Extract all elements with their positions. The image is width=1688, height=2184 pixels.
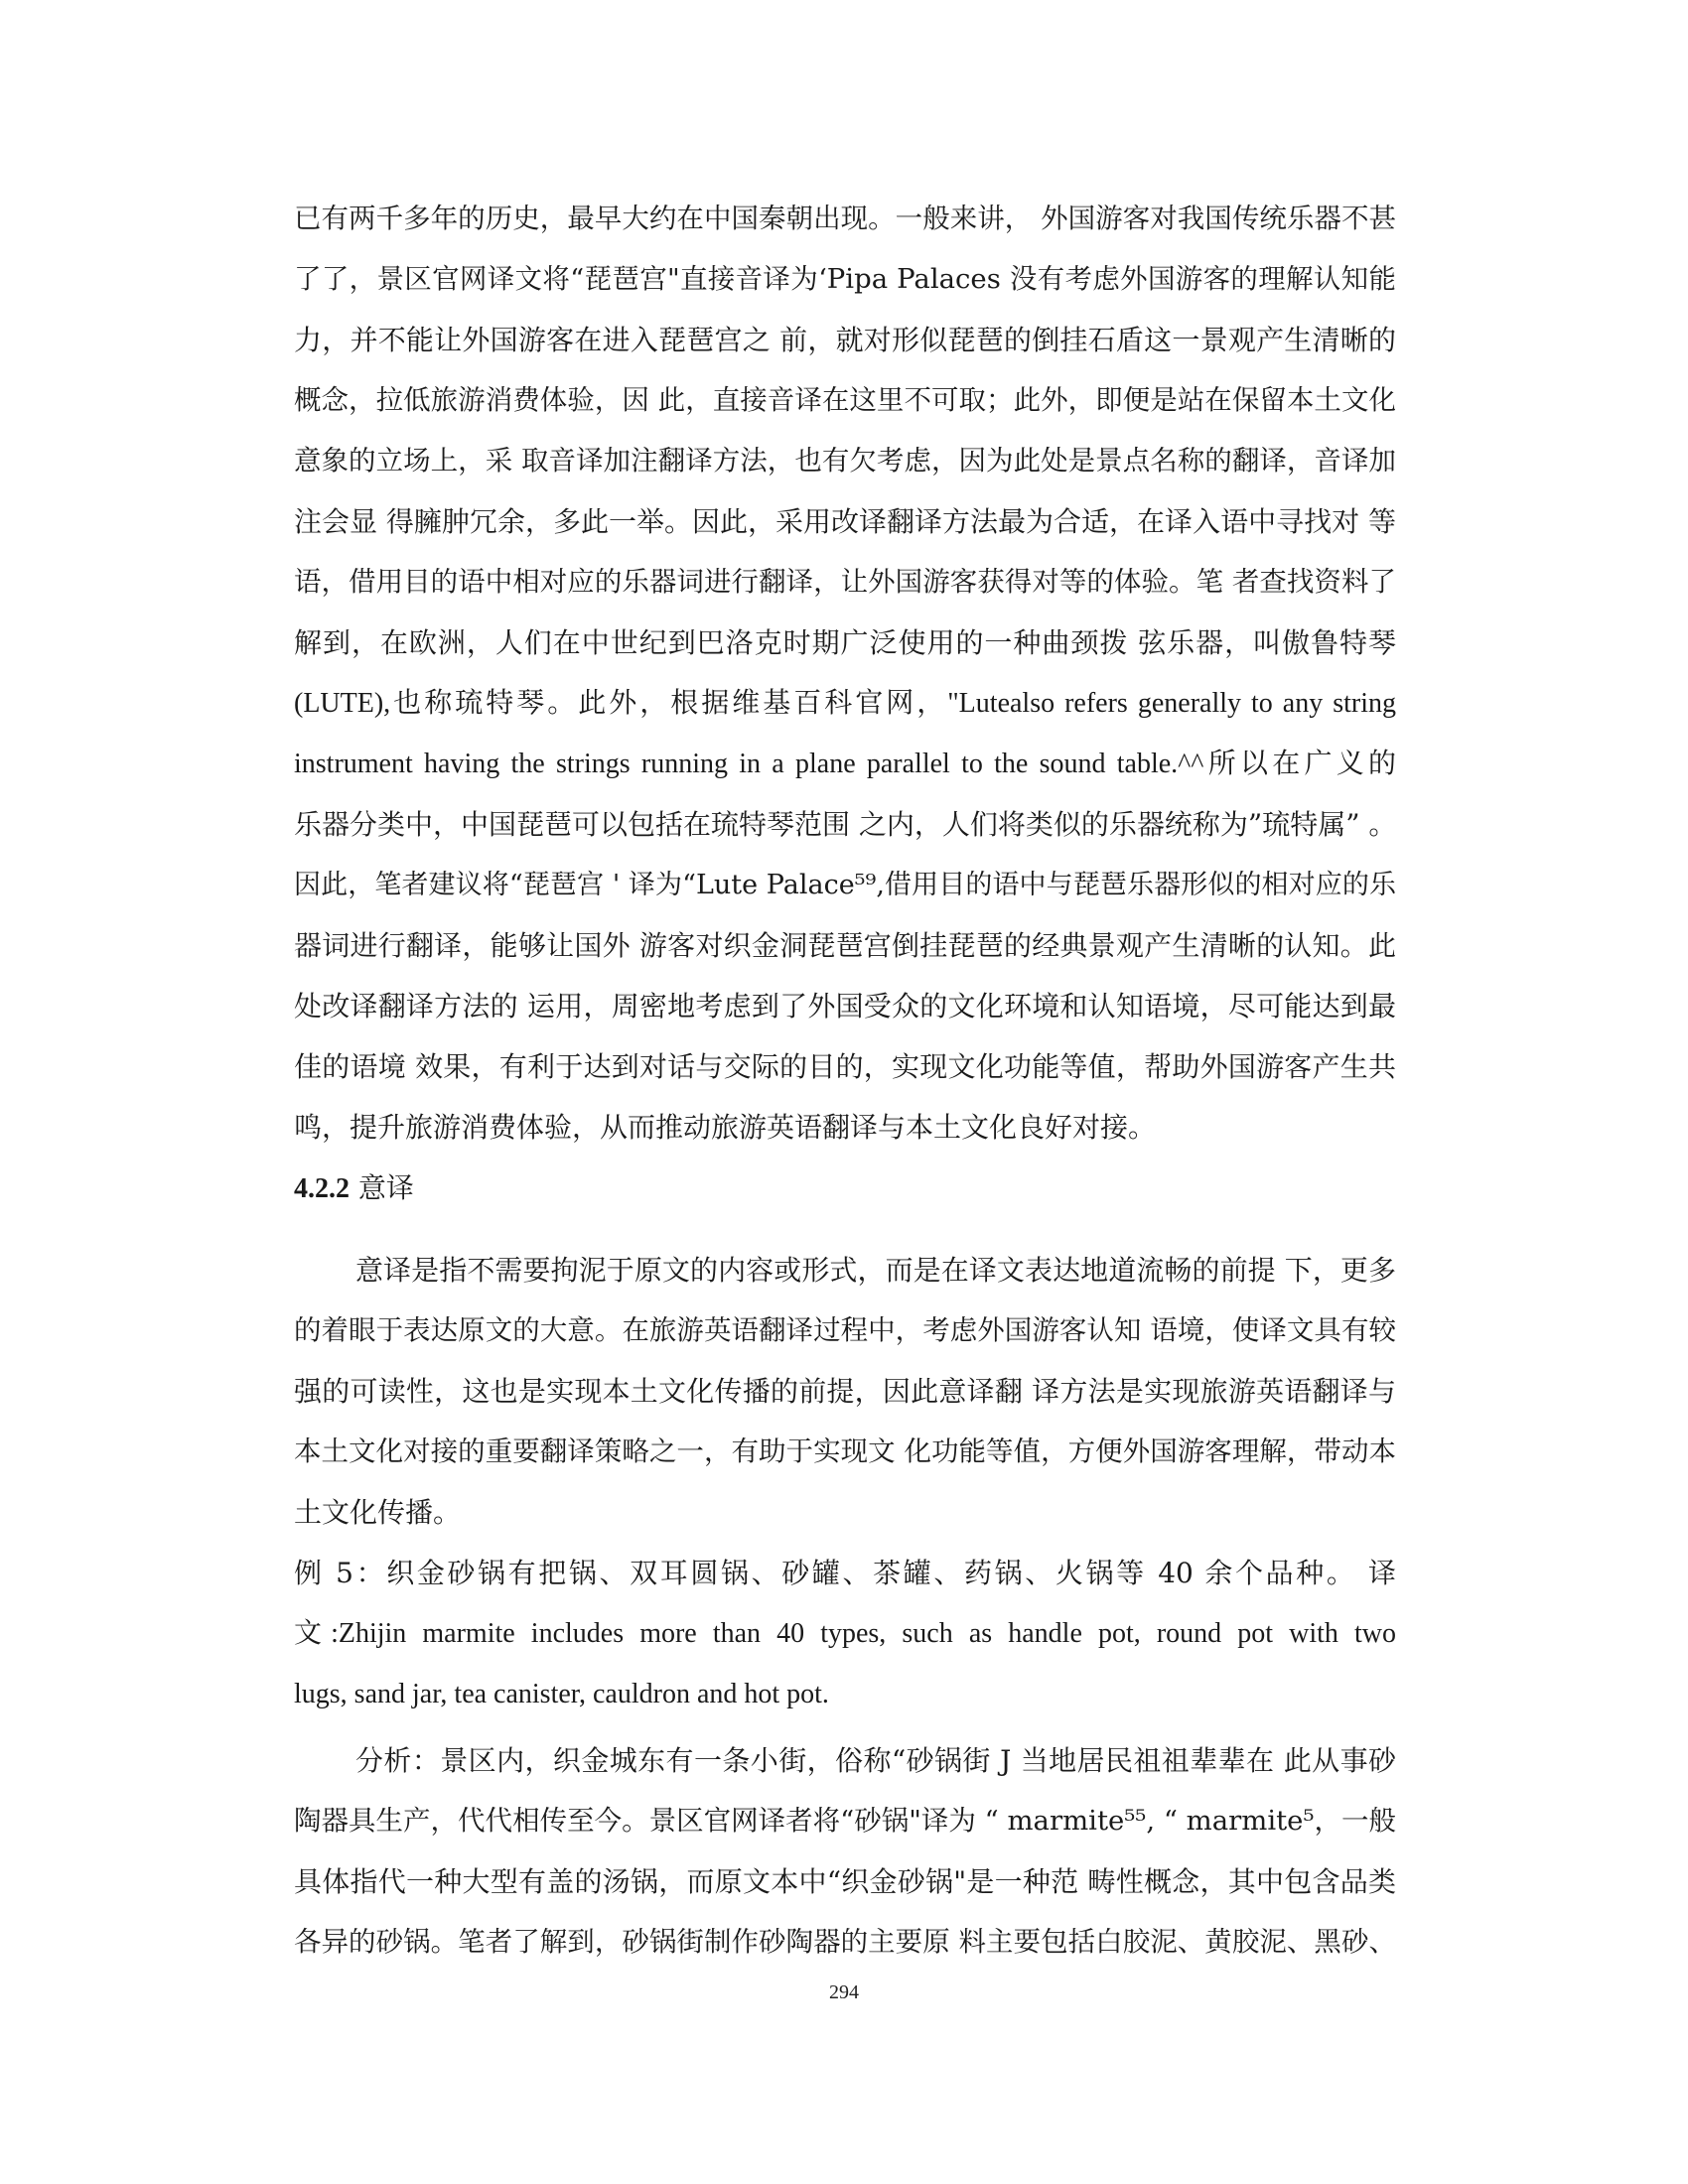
section-heading [294,1158,1396,1218]
text-line: (LUTE),也称琉特琴。此外，根据维基百科官网，"Lutealso refers generally to any string [294,688,1396,719]
text-line: 处改译翻译方法的 运用，周密地考虑到了外国受众的文化环境和认知语境，尽可能达到最 [294,990,1396,1023]
text-line: 本土文化对接的重要翻译策略之一，有助于实现文 化功能等值，方便外国游客理解，带动本 [294,1435,1396,1467]
example-5 [294,1543,1396,1724]
text-line: 文:Zhijin marmite includes more than 40 types, such as handle pot, round pot with two [294,1618,1396,1649]
text-line: instrument having the strings running in a plane parallel to the sound table.^^所以在广义的 [294,749,1396,779]
paragraph-free-translation [294,1240,1396,1543]
text-line: 了了，景区官网译文将“琵琶宫"直接音译为‘Pipa Palaces 没有考虑外国游客的理解认知能 [294,263,1396,295]
text-line: 乐器分类中，中国琵琶可以包括在琉特琴范围 之内，人们将类似的乐器统称为”琉特属” 。 [294,808,1397,841]
text-line: 具体指代一种大型有盖的汤锅，而原文本中“织金砂锅"是一种范 畴性概念，其中包含品类 [294,1865,1396,1898]
text-line: 土文化传播。 [294,1496,462,1529]
text-line: 各异的砂锅。笔者了解到，砂锅街制作砂陶器的主要原 料主要包括白胶泥、黄胶泥、黑砂、 [294,1926,1396,1958]
text-line: 例 5：织金砂锅有把锅、双耳圆锅、砂罐、茶罐、药锅、火锅等 40 余个品种。 译 [294,1557,1396,1589]
text-line: 意象的立场上，采 取音译加注翻译方法，也有欠考虑，因为此处是景点名称的翻译，音译加 [294,445,1396,477]
text-line: 强的可读性，这也是实现本土文化传播的前提，因此意译翻 译方法是实现旅游英语翻译与 [294,1375,1396,1408]
section-number: 4.2.2 [294,1173,350,1204]
text-line: 解到，在欧洲，人们在中世纪到巴洛克时期广泛使用的一种曲颈拨 弦乐器，叫傲鲁特琴 [294,626,1396,659]
text-line: 意译是指不需要拘泥于原文的内容或形式，而是在译文表达地道流畅的前提 下，更多 [355,1254,1396,1287]
text-line: 力，并不能让外国游客在进入琵琶宫之 前，就对形似琵琶的倒挂石盾这一景观产生清晰的 [294,324,1396,356]
page-body [294,189,1396,1973]
paragraph-lute-translation [294,189,1396,1158]
text-line: 陶器具生产，代代相传至今。景区官网译者将“砂锅"译为 “ marmite⁵⁵, “ marmite⁵，一般 [294,1805,1396,1837]
text-line: 因此，笔者建议将“琵琶宫 ' 译为“Lute Palace⁵⁹,借用目的语中与琵琶乐器形似的相对应的乐 [294,870,1396,900]
text-line: lugs, sand jar, tea canister, cauldron and hot pot. [294,1679,829,1709]
section-title: 意译 [357,1171,414,1204]
text-line: 注会显 得臃肿冗余，多此一举。因此，采用改译翻译方法最为合适，在译入语中寻找对 等 [294,505,1396,538]
text-line: 的着眼于表达原文的大意。在旅游英语翻译过程中，考虑外国游客认知 语境，使译文具有较 [294,1314,1396,1346]
text-line: 语，借用目的语中相对应的乐器词进行翻译，让外国游客获得对等的体验。笔 者查找资料了 [294,566,1396,598]
text-line: 器词进行翻译，能够让国外 游客对织金洞琵琶宫倒挂琵琶的经典景观产生清晰的认知。此 [294,929,1396,962]
text-line: 分析：景区内，织金城东有一条小街，俗称“砂锅街 J 当地居民祖祖辈辈在 此从事砂 [355,1744,1396,1777]
page-number: 294 [829,1981,859,2003]
text-line: 已有两千多年的历史，最早大约在中国秦朝出现。一般来讲， 外国游客对我国传统乐器不甚 [294,203,1396,234]
text-line: 鸣，提升旅游消费体验，从而推动旅游英语翻译与本土文化良好对接。 [294,1111,1157,1144]
text-line: 概念，拉低旅游消费体验，因 此，直接音译在这里不可取；此外，即便是站在保留本土文化 [294,384,1396,416]
paragraph-analysis [294,1730,1396,1973]
spacer [294,1218,1396,1240]
text-line: 佳的语境 效果，有利于达到对话与交际的目的，实现文化功能等值，帮助外国游客产生共 [294,1050,1396,1083]
